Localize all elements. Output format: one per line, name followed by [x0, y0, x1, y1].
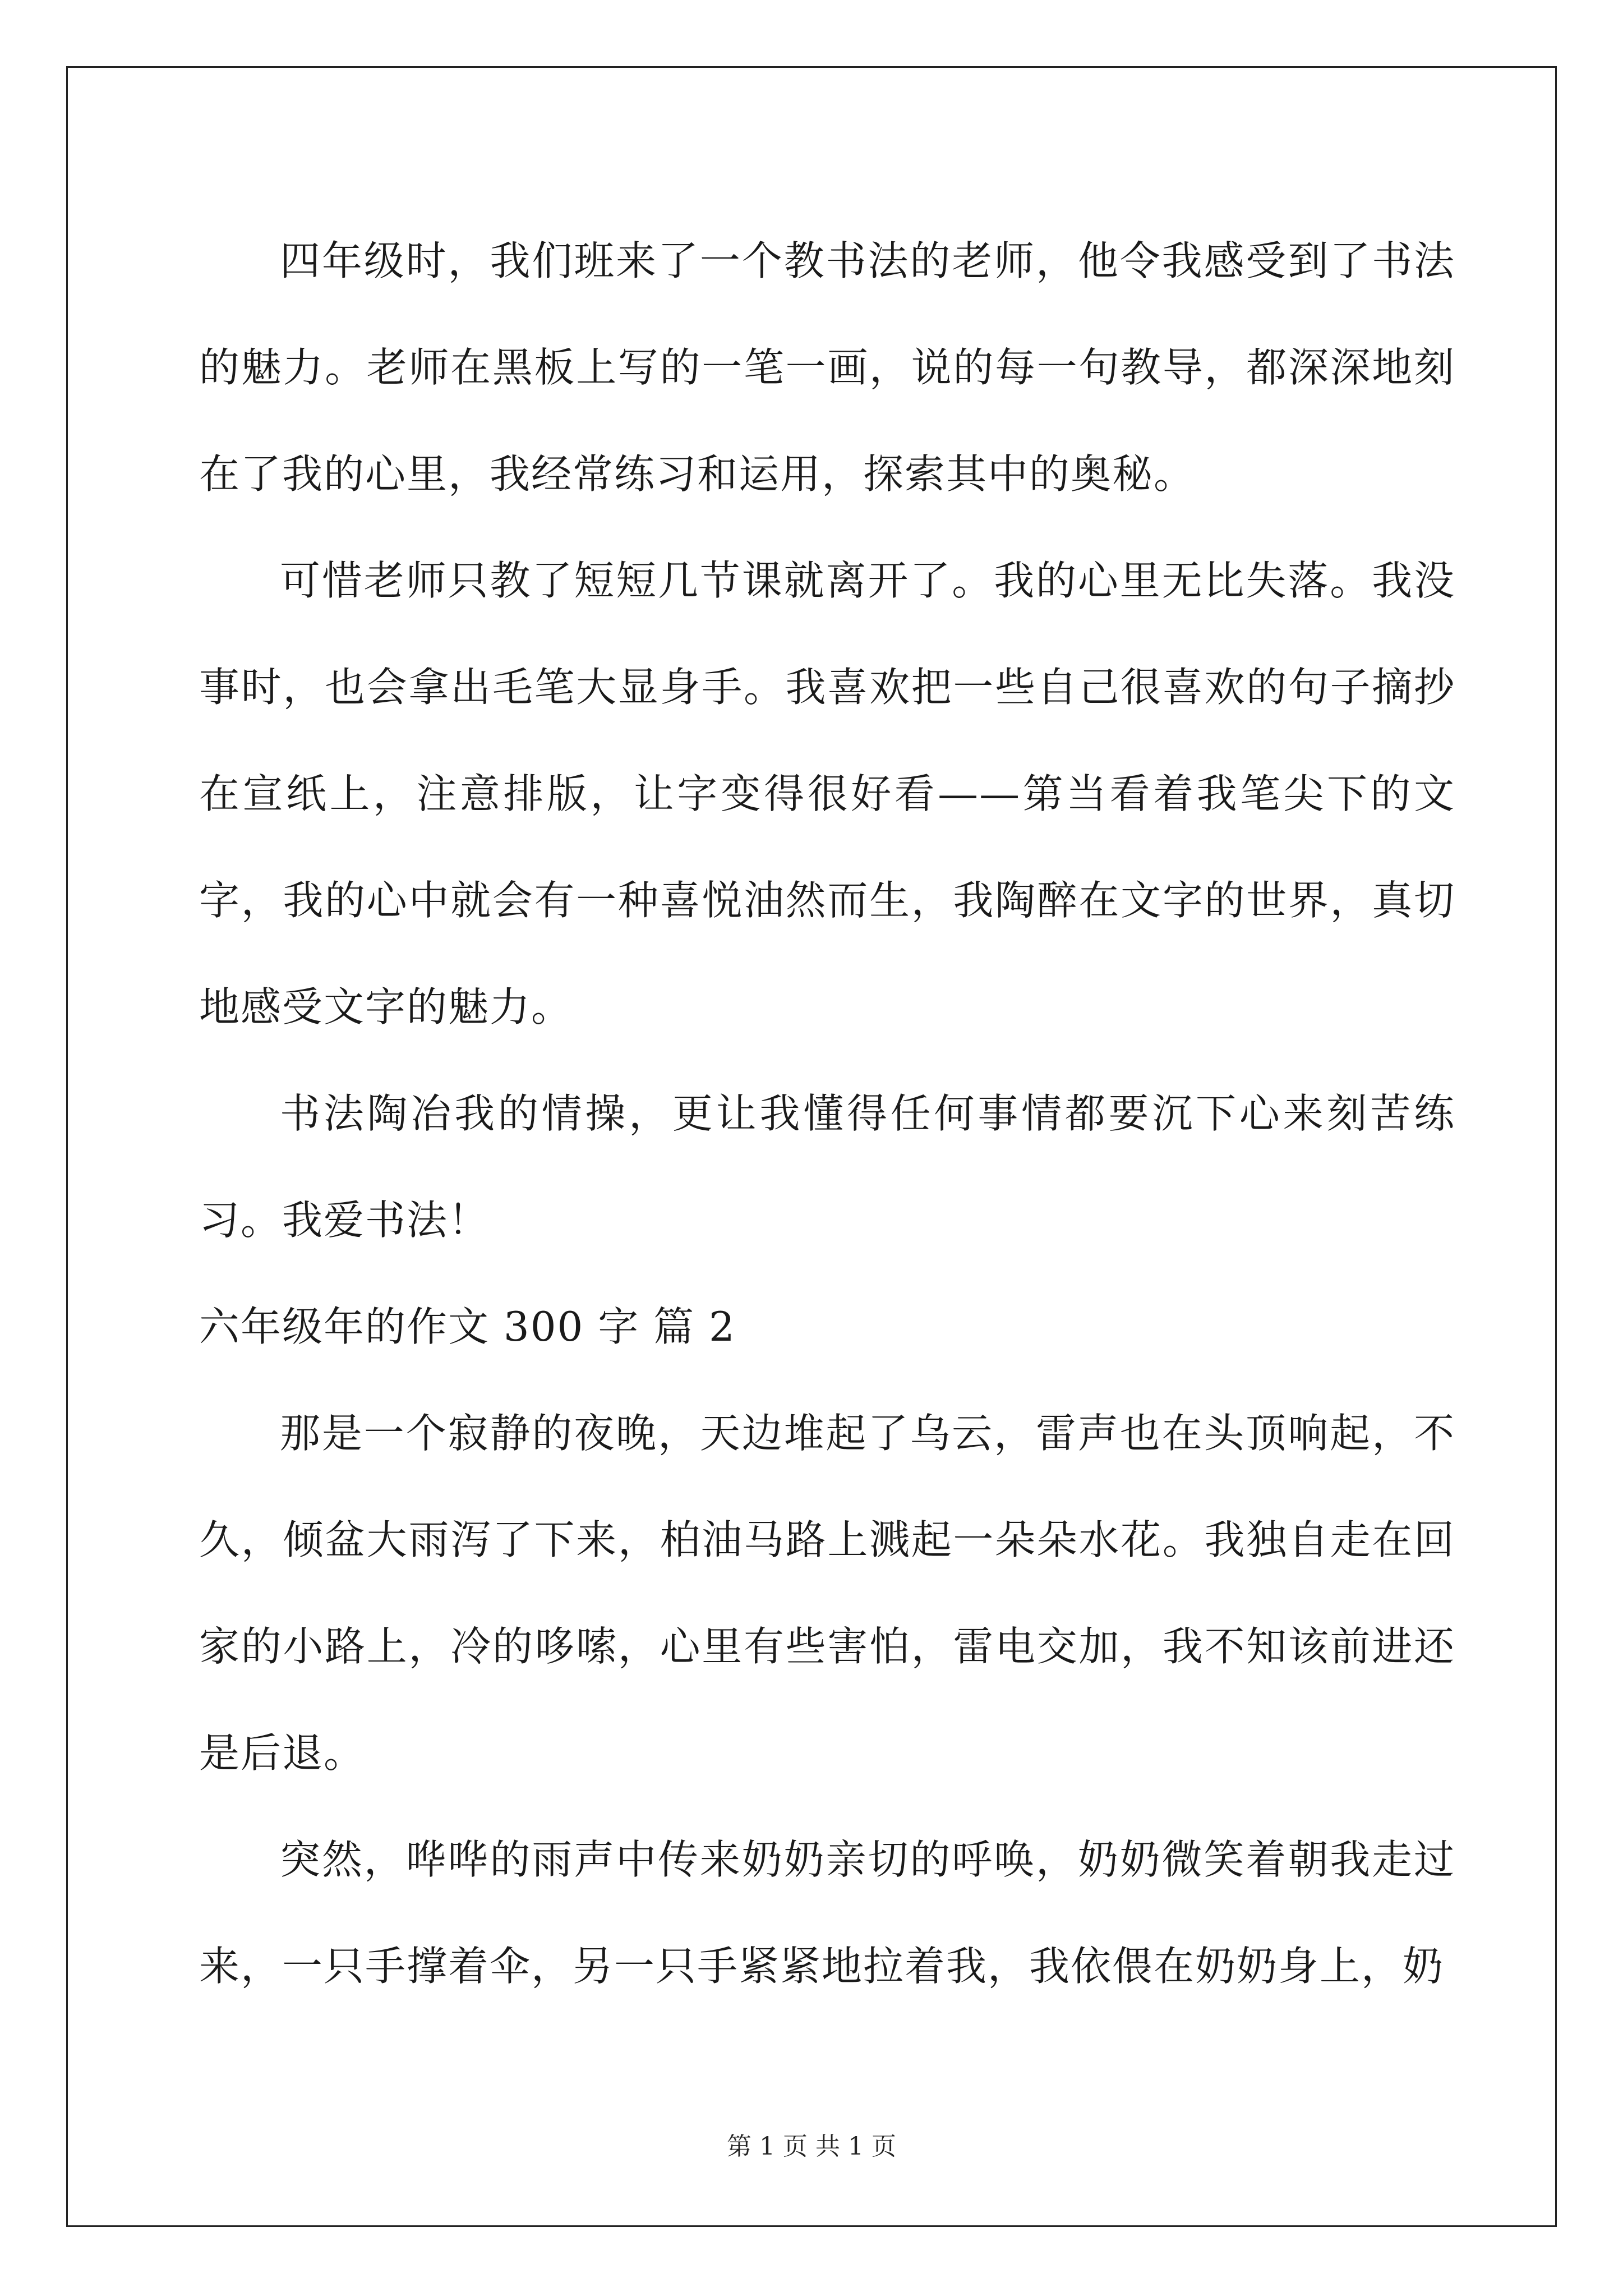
paragraph: 突然，哗哗的雨声中传来奶奶亲切的呼唤，奶奶微笑着朝我走过来，一只手撑着伞，另一只手紧紧地拉着我，我依偎在奶奶身上，奶 [199, 1836, 1455, 1990]
document-body [199, 208, 1455, 2019]
paragraph: 书法陶冶我的情操，更让我懂得任何事情都要沉下心来刻苦练习。我爱书法！ [199, 1090, 1455, 1244]
page-footer [0, 2126, 1623, 2162]
paragraph: 可惜老师只教了短短几节课就离开了。我的心里无比失落。我没事时，也会拿出毛笔大显身手。我喜欢把一些自己很喜欢的句子摘抄在宣纸上，注意排版，让字变得很好看——第当看着我笔尖下的文字，我的心中就会有一种喜悦油然而生，我陶醉在文字的世界，真切地感受文字的魅力。 [199, 557, 1455, 1030]
page-number: 第 1 页 共 1 页 [727, 2132, 896, 2161]
section-heading: 六年级年的作文 300 字 篇 2 [199, 1303, 736, 1350]
paragraph: 四年级时，我们班来了一个教书法的老师，他令我感受到了书法的魅力。老师在黑板上写的一笔一画，说的每一句教导，都深深地刻在了我的心里，我经常练习和运用，探索其中的奥秘。 [199, 237, 1455, 498]
paragraph: 那是一个寂静的夜晚，天边堆起了乌云，雷声也在头顶响起，不久，倾盆大雨泻了下来，柏油马路上溅起一朵朵水花。我独自走在回家的小路上，冷的哆嗦，心里有些害怕，雷电交加，我不知该前进还是后退。 [199, 1410, 1455, 1777]
